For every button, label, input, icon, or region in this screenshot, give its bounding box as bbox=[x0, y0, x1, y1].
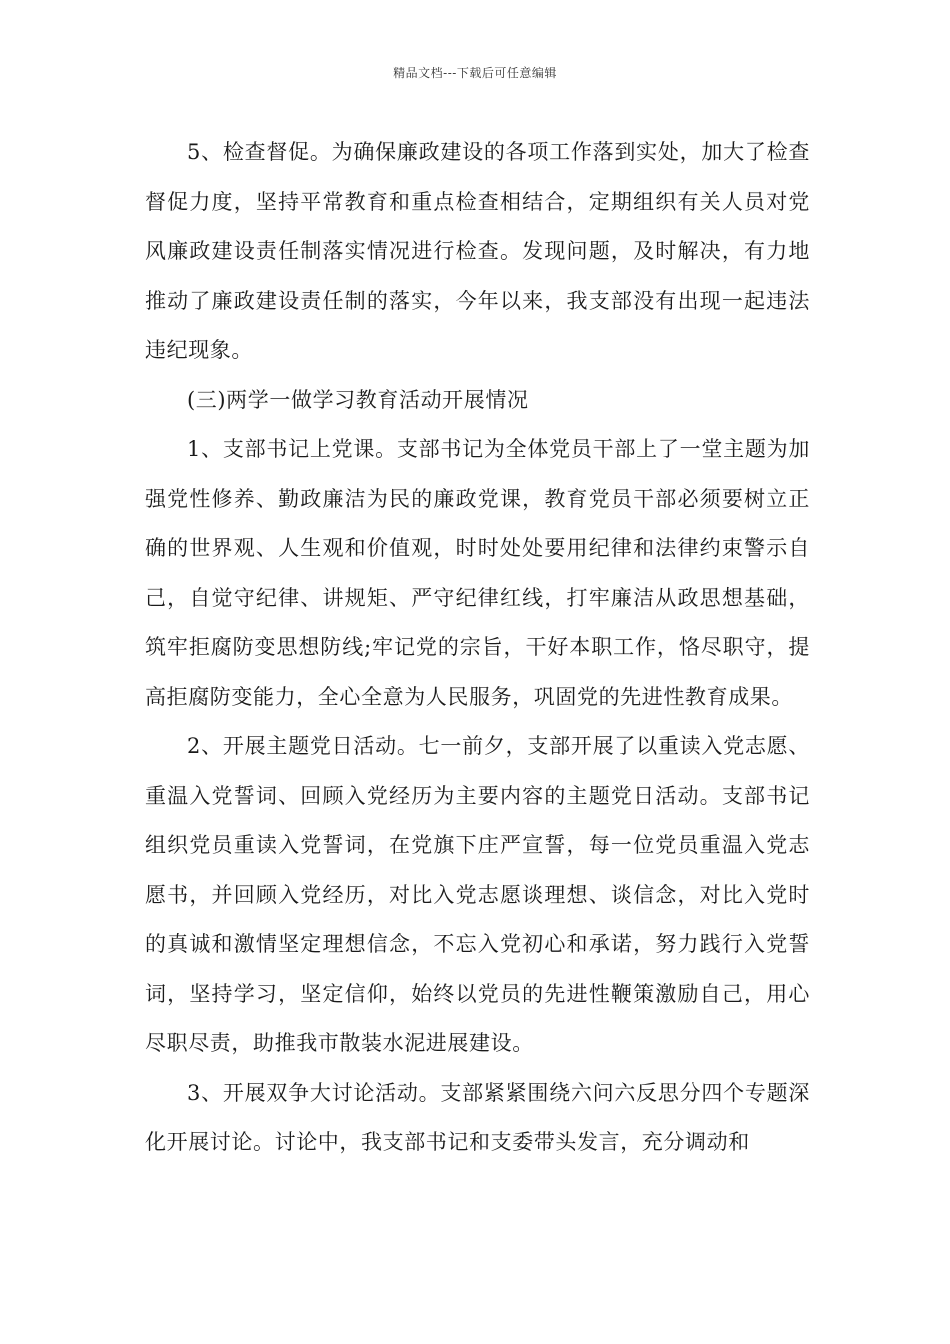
document-body bbox=[145, 128, 810, 1168]
page-header: 精品文档---下载后可任意编辑 bbox=[393, 66, 557, 80]
paragraph-inspection: 5、检查督促。为确保廉政建设的各项工作落到实处，加大了检查督促力度，坚持平常教育和重点检查相结合，定期组织有关人员对党风廉政建设责任制落实情况进行检查。发现问题，及时解决，有力地推动了廉政建设责任制的落实，今年以来，我支部没有出现一起违法违纪现象。 bbox=[145, 140, 810, 362]
paragraph-party-day: 2、开展主题党日活动。七一前夕，支部开展了以重读入党志愿、重温入党誓词、回顾入党经历为主要内容的主题党日活动。支部书记组织党员重读入党誓词，在党旗下庄严宣誓，每一位党员重温入党志愿书，并回顾入党经历，对比入党志愿谈理想、谈信念，对比入党时的真诚和激情坚定理想信念，不忘入党初心和承诺，努力践行入党誓词，坚持学习，坚定信仰，始终以党员的先进性鞭策激励自己，用心尽职尽责，助推我市散装水泥进展建设。 bbox=[145, 734, 810, 1055]
paragraph-discussion: 3、开展双争大讨论活动。支部紧紧围绕六问六反思分四个专题深化开展讨论。讨论中，我支部书记和支委带头发言，充分调动和 bbox=[145, 1080, 810, 1154]
paragraph-party-lecture: 1、支部书记上党课。支部书记为全体党员干部上了一堂主题为加强党性修养、勤政廉洁为民的廉政党课，教育党员干部必须要树立正确的世界观、人生观和价值观，时时处处要用纪律和法律约束警示自己，自觉守纪律、讲规矩、严守纪律红线，打牢廉洁从政思想基础，筑牢拒腐防变思想防线;牢记党的宗旨，干好本职工作，恪尽职守，提高拒腐防变能力，全心全意为人民服务，巩固党的先进性教育成果。 bbox=[145, 437, 810, 709]
section-heading-two-studies: (三)两学一做学习教育活动开展情况 bbox=[187, 387, 529, 412]
